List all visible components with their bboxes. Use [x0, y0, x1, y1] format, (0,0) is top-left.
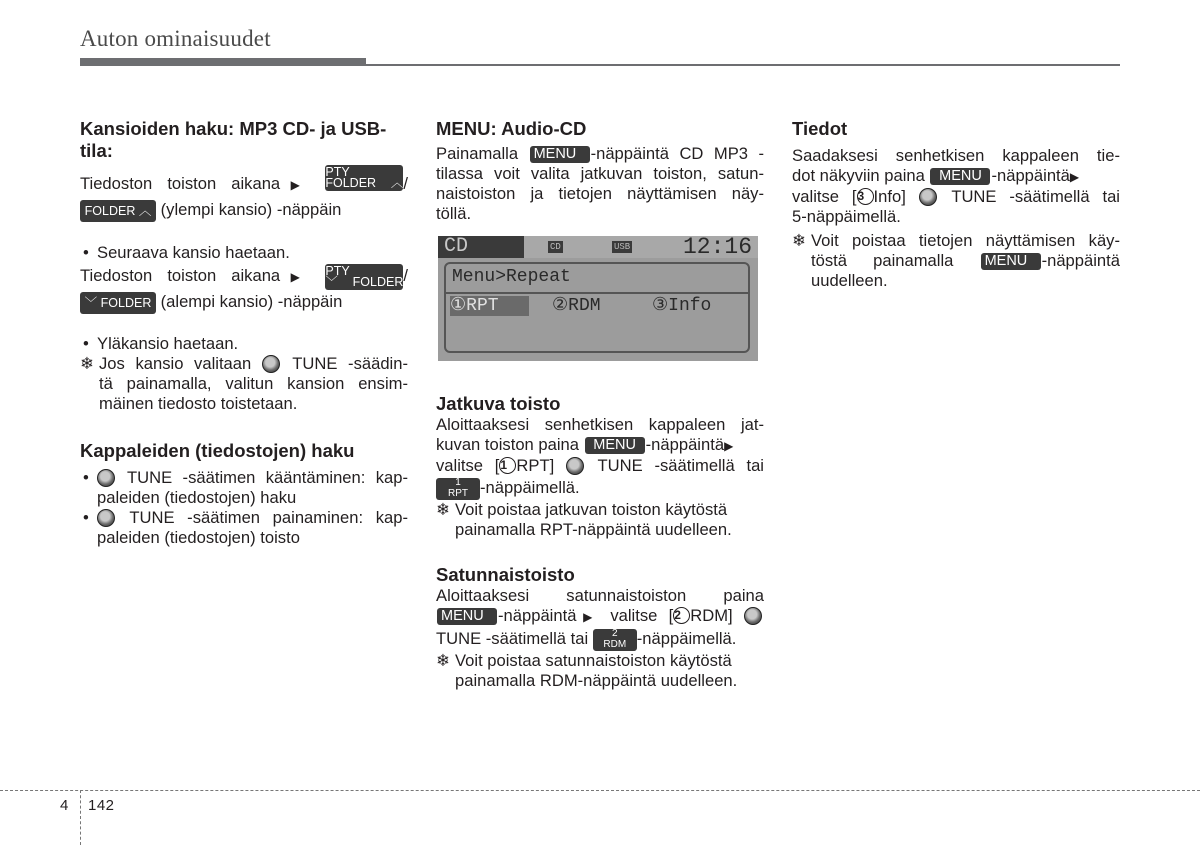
bullet-tune-turn: • TUNE -säätimen kääntäminen: kap- paleiden (tiedostojen) haku [80, 468, 408, 508]
tune-knob-icon [97, 469, 115, 487]
heading-random: Satunnaistoisto [436, 564, 575, 585]
note-info: ❄ Voit poistaa tietojen näyttämisen käy- töstä painamalla MENU -näppäintä uudelleen. [792, 231, 1120, 290]
heading-track-search: Kappaleiden (tiedostojen) haku [80, 440, 355, 461]
cd-icon: CD [550, 242, 561, 252]
folder-up-key: FOLDER ︿ [80, 200, 156, 222]
page-number: 142 [88, 797, 115, 814]
note-random: ❄ Voit poistaa satunnaistoiston käytöstä painamalla RDM-näppäintä uudelleen. [436, 651, 738, 690]
pty-folder-down-key: PTY ﹀ FOLDER [325, 263, 404, 289]
tune-knob-icon [919, 188, 937, 206]
lcd-screen-image [438, 236, 758, 361]
chapter-number: 4 [60, 797, 69, 814]
bullet-next-folder: • Seuraava kansio haetaan. [80, 243, 408, 263]
para-folder-up: Tiedoston toiston aikana▶ PTY FOLDER ︿ / [80, 164, 408, 193]
note-folder-select: ❄ Jos kansio valitaan TUNE -säädin- tä painamalla, valitun kansion ensim- mäinen tiedosto toistetaan. [80, 354, 408, 413]
page-header-title: Auton ominaisuudet [80, 26, 271, 51]
bullet-tune-press: • TUNE -säätimen painaminen: kap- paleiden (tiedostojen) toisto [80, 508, 408, 548]
rpt-key: 1 RPT [436, 478, 480, 500]
menu-key: MENU [981, 253, 1041, 270]
column-info: Tiedot Saadaksesi senhetkisen kappaleen tie- dot näkyviin paina MENU -näppäintä▶ valitse [3 Info] TUNE -säätimellä tai 5-näppäimellä. ❄ Voit poistaa tietojen näyttämisen käy- töstä painamalla MENU -näppäintä uudelleen. [792, 118, 1120, 290]
header-bar [80, 58, 366, 66]
arrow-icon: ▶ [280, 178, 311, 192]
chevron-up-icon: ︿ [138, 203, 152, 218]
header-rule [366, 64, 1120, 66]
note-repeat: ❄ Voit poistaa jatkuvan toiston käytöstä painamalla RPT-näppäintä uudelleen. [436, 500, 732, 539]
snowflake-icon: ❄ [80, 354, 94, 373]
arrow-icon: ▶ [280, 270, 311, 284]
menu-key: MENU [530, 146, 590, 163]
usb-icon: USB [614, 242, 631, 252]
menu-key: MENU [585, 437, 645, 454]
para-folder-down: Tiedoston toiston aikana▶ PTY ﹀ FOLDER / [80, 263, 408, 289]
rdm-key: 2 RDM [593, 629, 637, 651]
snowflake-icon: ❄ [436, 500, 450, 519]
tune-knob-icon [744, 607, 762, 625]
arrow-icon: ▶ [1069, 170, 1080, 184]
screen-option-info: ③Info [652, 296, 712, 316]
column-audio-cd-menu: MENU: Audio-CD Painamalla MENU -näppäintä CD MP3 - tilassa voit valita jatkuvan toiston, satun- naistoiston ja tietojen näyttämisen näy- töllä. CD CD USB 12:16 Menu>Repeat ①RPT ②RDM ③Info Jatkuva toisto Aloittaaksesi senhetkisen kappaleen jat- kuvan toiston paina MENU -näppäintä▶ valitse [1 RPT] TUNE -säätimellä tai 1 RPT -näppäimellä. ❄ Voit poistaa jatkuvan toiston käytöstä painamalla RPT-näppäintä uudelleen. Satunnaistoisto Aloittaaksesi satunnaistoiston paina MENU -näppäintä▶ valitse [2 RDM] TUNE -säätimellä tai 2 RDM -näppäimellä. ❄ Voit poistaa satunnaistoiston käytöstä painamalla RDM-näppäintä uudelleen. [436, 118, 764, 690]
snowflake-icon: ❄ [792, 231, 806, 250]
tune-knob-icon [97, 509, 115, 527]
screen-tab-cd: CD [438, 236, 524, 258]
chevron-up-icon: ︿ [390, 175, 404, 190]
screen-option-rpt: ①RPT [450, 296, 529, 316]
pty-folder-up-key: PTY FOLDER ︿ [325, 164, 404, 190]
heading-info: Tiedot [792, 118, 848, 139]
heading-menu-audio-cd: MENU: Audio-CD [436, 118, 587, 139]
tune-knob-icon [566, 457, 584, 475]
screen-clock: 12:16 [682, 234, 752, 260]
arrow-icon: ▶ [576, 610, 600, 624]
tune-knob-icon [262, 355, 280, 373]
bullet-upper-folder: • Yläkansio haetaan. [80, 334, 408, 354]
para-folder-down-2: ﹀ FOLDER (alempi kansio) -näppäin [80, 290, 408, 314]
screen-option-rdm: ②RDM [552, 296, 601, 316]
footer-divider [0, 790, 1200, 791]
chevron-down-icon: ﹀ [84, 295, 98, 310]
column-folder-search [80, 118, 408, 548]
menu-key: MENU [930, 168, 990, 185]
para-folder-up-2: FOLDER ︿ (ylempi kansio) -näppäin [80, 197, 408, 223]
snowflake-icon: ❄ [436, 651, 450, 670]
screen-menu-title: Menu>Repeat [452, 267, 571, 287]
menu-key: MENU [437, 608, 497, 625]
heading-folder-search: Kansioiden haku: MP3 CD- ja USB-tila: [80, 118, 387, 161]
arrow-icon: ▶ [724, 439, 734, 453]
folder-down-key: ﹀ FOLDER [80, 292, 156, 314]
heading-repeat: Jatkuva toisto [436, 393, 561, 414]
chevron-down-icon: ﹀ [325, 274, 344, 289]
